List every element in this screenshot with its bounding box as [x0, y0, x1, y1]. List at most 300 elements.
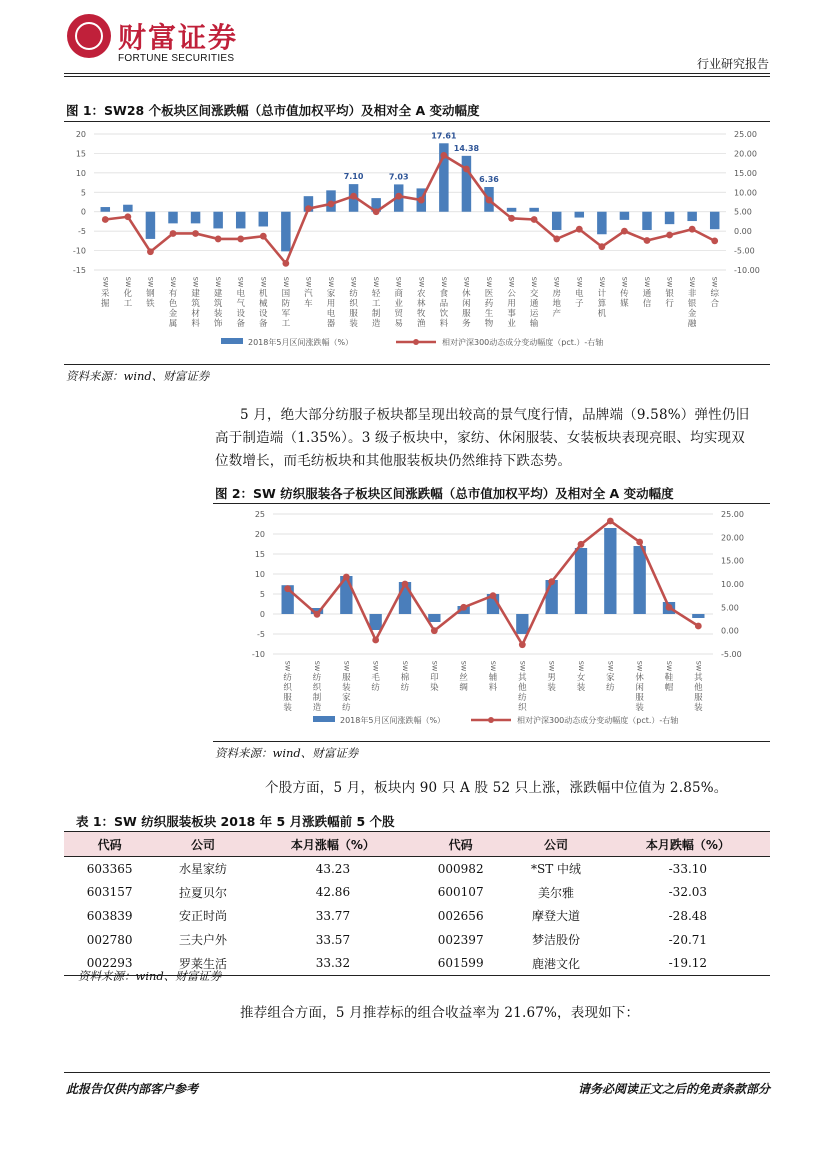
table-cell: -33.10 — [668, 861, 708, 876]
left-axis-tick-label: 0 — [80, 207, 86, 217]
category-label-char: SW — [620, 276, 629, 288]
category-label-char: 计 — [597, 289, 607, 299]
line-point — [486, 197, 493, 204]
category-label-char: SW — [394, 276, 403, 288]
table-cell: -28.48 — [668, 908, 708, 923]
line-point — [431, 627, 438, 634]
category-label — [577, 661, 586, 693]
table-cell: 002293 — [86, 956, 133, 971]
category-label-char: 他 — [518, 683, 527, 693]
category-label-char: 军 — [281, 309, 291, 319]
category-label — [349, 277, 358, 329]
line-point — [607, 518, 614, 525]
category-label — [327, 277, 336, 329]
right-axis-tick-label: 0.00 — [734, 227, 752, 237]
category-label-char: 休 — [462, 289, 471, 299]
category-label-char: 装 — [349, 319, 358, 329]
left-axis-tick-label: 25 — [254, 510, 265, 519]
bar — [665, 212, 674, 224]
table-cell: 000982 — [437, 861, 484, 876]
line-point — [192, 230, 199, 237]
category-label — [394, 277, 403, 329]
category-label-char: 装 — [342, 683, 351, 693]
line-point — [373, 208, 380, 215]
category-label-char: 饰 — [213, 319, 223, 329]
category-label — [459, 661, 468, 693]
category-label-char: 综 — [710, 289, 719, 299]
line-point — [440, 152, 447, 159]
category-label-char: SW — [547, 660, 556, 672]
table-row — [64, 881, 770, 905]
category-label — [101, 277, 110, 309]
category-label-char: 工 — [281, 319, 291, 329]
category-label-char: 料 — [488, 683, 498, 693]
right-axis-tick-label: 5.00 — [721, 603, 739, 613]
category-label-char: 物 — [484, 319, 494, 329]
category-label-char: SW — [259, 276, 268, 288]
category-label-char: SW — [371, 660, 380, 672]
bar — [620, 212, 629, 220]
category-label-char: 有 — [168, 289, 178, 299]
category-label-char: 输 — [529, 319, 539, 329]
category-label-char: 备 — [236, 319, 245, 329]
category-label — [372, 277, 381, 329]
category-label-char: 辅 — [488, 673, 498, 683]
category-label-char: 农 — [417, 289, 426, 299]
line-point — [598, 243, 605, 250]
left-axis-tick-label: 15 — [75, 149, 86, 159]
table-cell: 002656 — [437, 908, 484, 923]
figure1-chart — [64, 122, 770, 364]
line-point — [102, 216, 109, 223]
category-label-char: 务 — [462, 319, 471, 329]
bar — [191, 212, 200, 224]
category-label-char: SW — [191, 276, 200, 288]
category-label-char: SW — [665, 276, 674, 288]
left-axis-tick-label: -5 — [78, 227, 86, 237]
category-label — [169, 277, 178, 329]
category-label-char: SW — [349, 276, 358, 288]
category-label-char: 医 — [484, 289, 494, 299]
data-label: 6.36 — [479, 175, 499, 185]
category-label — [552, 277, 561, 319]
category-label-char: 公 — [507, 289, 516, 299]
line-point — [215, 236, 222, 243]
category-label-char: 通 — [529, 299, 539, 309]
line-point — [350, 193, 357, 200]
left-axis-tick-label: -15 — [72, 266, 86, 275]
category-label-char: SW — [635, 660, 644, 672]
category-label-char: 纺 — [518, 693, 527, 703]
line-point — [343, 574, 350, 581]
line-point — [305, 205, 312, 212]
category-label-char: 轻 — [371, 289, 381, 299]
category-label — [304, 277, 313, 309]
category-label-char: 属 — [168, 319, 178, 329]
category-label-char: 服 — [283, 693, 292, 703]
table-header-row — [64, 832, 770, 857]
category-label-char: 银 — [665, 289, 674, 299]
category-label-char: 闲 — [462, 299, 471, 309]
figure2-source: 资料来源：wind、财富证券 — [215, 746, 359, 760]
category-label-char: SW — [372, 276, 381, 288]
bar — [428, 614, 440, 622]
brand-name-cn: 财富证券 — [118, 21, 239, 54]
category-label-char: SW — [518, 660, 527, 672]
category-label-char: SW — [688, 276, 697, 288]
category-label-char: SW — [304, 276, 313, 288]
category-label-char: 帽 — [664, 683, 674, 693]
category-label-char: 服 — [694, 693, 703, 703]
category-label — [282, 277, 291, 329]
report-type: 行业研究报告 — [696, 57, 769, 71]
table-cell: 拉夏贝尔 — [179, 885, 228, 900]
category-label-char: 气 — [236, 299, 245, 309]
table-cell: 603839 — [86, 908, 133, 923]
category-label-char: 用 — [326, 299, 336, 309]
line-point — [644, 237, 651, 244]
category-label-char: 非 — [687, 289, 697, 299]
category-label-char: 械 — [259, 299, 268, 309]
category-label-char: 服 — [342, 673, 351, 683]
category-label-char: 融 — [687, 319, 697, 329]
category-label-char: SW — [313, 660, 321, 672]
line-point — [578, 541, 585, 548]
paragraph-1-line-2: 高于制造端（1.35%）。3 级子板块中，家纺、休闲服装、女装板块表现亮眼、均实现双 — [215, 430, 745, 446]
legend-line-marker — [413, 339, 419, 345]
category-label — [313, 661, 322, 713]
category-label-char: 建 — [191, 289, 200, 299]
table-cell: -32.03 — [668, 885, 708, 900]
bar — [575, 212, 584, 218]
category-label — [665, 277, 674, 309]
category-label — [643, 277, 652, 309]
left-axis-tick-label: 0 — [259, 610, 265, 619]
line-point — [463, 166, 470, 173]
category-label-char: 织 — [518, 703, 527, 713]
category-label-char: 他 — [694, 683, 703, 693]
right-axis-tick-label: 10.00 — [734, 188, 757, 198]
line-point — [284, 585, 291, 592]
category-label-char: 电 — [575, 289, 584, 299]
category-label-char: 采 — [101, 289, 110, 299]
right-axis-tick-label: 25.00 — [721, 510, 744, 519]
bar — [552, 212, 561, 230]
category-label-char: 备 — [259, 319, 268, 329]
table-header-cell: 公司 — [506, 832, 605, 857]
right-axis-tick-label: 15.00 — [734, 168, 757, 178]
category-label-char: 织 — [283, 683, 292, 693]
category-label-char: 机 — [259, 289, 268, 299]
category-label-char: 电 — [236, 289, 245, 299]
category-label-char: 汽 — [304, 289, 313, 299]
category-label-char: 丝 — [459, 673, 468, 683]
table-cell: 摩登大道 — [531, 909, 580, 924]
line-point — [418, 197, 425, 204]
table-cell: 002780 — [86, 932, 133, 947]
table-cell: 33.32 — [315, 956, 351, 971]
right-axis-tick-label: 5.00 — [734, 207, 752, 217]
category-label-char: 金 — [168, 309, 178, 319]
table-cell: 603365 — [86, 861, 133, 876]
left-axis-tick-label: 5 — [80, 188, 86, 198]
category-label-char: 其 — [694, 673, 703, 683]
category-label-char: 防 — [281, 299, 291, 309]
category-label — [417, 277, 426, 329]
brand-logo-icon — [67, 14, 111, 58]
category-label-char: 用 — [507, 299, 516, 309]
right-axis-tick-label: 10.00 — [721, 580, 744, 589]
right-axis-tick-label: -5.00 — [721, 650, 742, 659]
paragraph-1-line-3: 位数增长，而毛纺板块和其他服装板块仍然维持下跌态势。 — [215, 453, 572, 469]
category-label-char: 渔 — [417, 319, 426, 329]
category-label — [401, 661, 410, 693]
category-label-char: SW — [643, 276, 651, 288]
category-label-char: 车 — [304, 299, 313, 309]
category-label-char: 地 — [552, 299, 561, 309]
figure1-bottom-rule — [64, 364, 770, 365]
category-label-char: 棉 — [400, 673, 410, 683]
category-label-char: SW — [485, 276, 493, 288]
line-point — [508, 215, 515, 222]
category-label-char: 休 — [635, 673, 644, 683]
category-label-char: 设 — [259, 309, 268, 319]
category-label-char: SW — [439, 276, 448, 288]
category-label-char: 纺 — [349, 289, 358, 299]
category-label-char: 易 — [394, 319, 403, 329]
right-axis-tick-label: -5.00 — [734, 246, 755, 256]
table-cell: 600107 — [437, 885, 484, 900]
category-label-char: SW — [169, 276, 177, 288]
paragraph-1-line-1: 5 月，绝大部分纺服子板块都呈现出较高的景气度行情，品牌端（9.58%）弹性仍旧 — [240, 407, 750, 423]
header-divider-thin — [64, 76, 770, 77]
table-header-cell: 本月跌幅（%） — [606, 832, 770, 857]
category-label-char: SW — [694, 660, 703, 672]
legend-bar-swatch — [221, 338, 243, 344]
line-point — [314, 611, 321, 618]
left-axis-tick-label: 10 — [254, 570, 265, 579]
figure2-chart — [213, 504, 770, 741]
right-axis-tick-label: 0.00 — [721, 626, 739, 636]
category-label-char: 染 — [430, 683, 439, 693]
category-label-char: 业 — [394, 299, 403, 309]
category-label-char: SW — [146, 276, 155, 288]
category-label — [489, 661, 498, 693]
category-label-char: 装 — [694, 703, 703, 713]
figure1-source: 资料来源：wind、财富证券 — [66, 369, 210, 383]
category-label-char: 家 — [342, 693, 351, 703]
category-label-char: 其 — [518, 673, 527, 683]
table-cell: 三夫户外 — [179, 933, 228, 948]
line-point — [695, 623, 702, 630]
category-label-char: 工 — [123, 299, 133, 309]
category-label-char: 服 — [635, 693, 644, 703]
table-cell: 603157 — [86, 885, 133, 900]
category-label-char: 绸 — [459, 683, 468, 693]
category-label — [598, 277, 607, 319]
category-label-char: 鞋 — [664, 673, 674, 683]
line-point — [689, 226, 696, 233]
table-cell: 梦洁股份 — [531, 933, 580, 948]
category-label-char: 制 — [312, 693, 322, 703]
line-point — [548, 578, 555, 585]
category-label-char: 设 — [236, 309, 245, 319]
table-cell: 601599 — [437, 956, 484, 971]
category-label-char: 服 — [349, 309, 358, 319]
category-label-char: SW — [597, 276, 606, 288]
left-axis-tick-label: -5 — [257, 630, 265, 639]
category-label-char: 牧 — [417, 309, 426, 319]
bar — [604, 528, 616, 614]
category-label-char: 印 — [430, 673, 439, 683]
line-point — [531, 216, 538, 223]
table-cell: 42.86 — [315, 885, 351, 900]
data-label: 17.61 — [431, 131, 457, 141]
category-label-char: SW — [281, 276, 290, 288]
brand-name-en: FORTUNE SECURITIES — [118, 53, 235, 64]
category-label — [575, 277, 584, 309]
table-cell: 安正时尚 — [179, 909, 228, 924]
category-label-char: 算 — [597, 299, 607, 309]
category-label-char: 纺 — [283, 673, 292, 683]
figure2-bottom-rule — [213, 741, 770, 742]
category-label-char: 商 — [394, 289, 403, 299]
category-label-char: 造 — [312, 703, 322, 713]
left-axis-tick-label: -10 — [72, 246, 86, 256]
right-axis-tick-label: 20.00 — [734, 149, 757, 159]
category-label — [236, 277, 245, 329]
category-label-char: 合 — [710, 299, 719, 309]
category-label-char: SW — [489, 660, 497, 672]
category-label — [507, 277, 516, 329]
category-label-char: 事 — [507, 309, 516, 319]
category-label — [665, 661, 674, 693]
category-label-char: 女 — [576, 673, 586, 683]
category-label-char: 纺 — [371, 683, 380, 693]
bar — [642, 212, 651, 230]
bar — [597, 212, 606, 235]
category-label-char: 业 — [507, 319, 516, 329]
line-point — [328, 201, 335, 208]
category-label-char: 造 — [371, 319, 381, 329]
table-cell: *ST 中绒 — [530, 862, 582, 877]
line-point — [372, 637, 379, 644]
series-line — [105, 155, 714, 263]
footer-divider — [64, 1072, 770, 1073]
line-point — [576, 226, 583, 233]
line-point — [170, 230, 177, 237]
bar — [236, 212, 245, 229]
category-label-char: SW — [710, 276, 719, 288]
paragraph-2: 个股方面，5 月，板块内 90 只 A 股 52 只上涨，涨跌幅中位值为 2.85%。 — [265, 780, 728, 796]
line-point — [395, 193, 402, 200]
category-label-char: 装 — [213, 309, 223, 319]
category-label-char: 家 — [606, 673, 615, 683]
category-label-char: 信 — [642, 299, 652, 309]
legend-line-marker — [488, 717, 494, 723]
category-label-char: 织 — [349, 299, 358, 309]
category-label — [620, 277, 629, 309]
category-label-char: SW — [530, 276, 539, 288]
category-label — [124, 277, 133, 309]
category-label-char: 国 — [281, 289, 291, 299]
bar — [692, 614, 704, 618]
category-label-char: 银 — [687, 299, 697, 309]
table-cell: 002397 — [437, 932, 484, 947]
category-label-char: 闲 — [635, 683, 644, 693]
table1-source: 资料来源：wind、财富证券 — [78, 969, 222, 983]
category-label-char: SW — [123, 276, 132, 288]
bar — [213, 212, 222, 229]
category-label-char: 纺 — [400, 683, 410, 693]
category-label-char: 生 — [484, 309, 494, 319]
bar — [710, 212, 719, 229]
category-label-char: SW — [575, 276, 584, 288]
category-label-char: 工 — [371, 299, 381, 309]
category-label-char: 通 — [642, 289, 652, 299]
legend-line-label: 相对沪深300动态成分变动幅度（pct.）-右轴 — [442, 338, 604, 347]
legend-line-label: 相对沪深300动态成分变动幅度（pct.）-右轴 — [517, 716, 679, 725]
category-label-char: 电 — [326, 309, 336, 319]
bar — [146, 212, 155, 239]
category-label — [214, 277, 223, 329]
category-label-char: SW — [236, 276, 245, 288]
data-label: 14.38 — [453, 143, 480, 153]
right-axis-tick-label: -10.00 — [734, 266, 760, 275]
bar — [687, 212, 696, 221]
category-label-char: 建 — [213, 289, 223, 299]
right-axis-tick-label: 15.00 — [721, 556, 744, 566]
category-label-char: 食 — [439, 289, 449, 299]
category-label-char: 铁 — [146, 299, 155, 309]
category-label-char: SW — [417, 276, 426, 288]
category-label-char: 料 — [439, 319, 449, 329]
category-label — [440, 277, 449, 329]
left-axis-tick-label: 15 — [254, 550, 265, 559]
category-label-char: 房 — [552, 289, 561, 299]
bar — [462, 156, 471, 212]
category-label-char: 筑 — [213, 299, 223, 309]
footer-left-note: 此报告仅供内部客户参考 — [66, 1082, 199, 1096]
bar — [168, 212, 177, 224]
category-label — [259, 277, 268, 329]
category-label-char: 男 — [547, 673, 556, 683]
bar — [575, 548, 587, 614]
category-label-char: SW — [327, 276, 335, 288]
table-cell: -19.12 — [668, 956, 708, 971]
bar — [546, 580, 558, 614]
line-point — [147, 248, 154, 255]
category-label-char: 金 — [687, 309, 697, 319]
category-label-char: SW — [507, 276, 516, 288]
category-label — [191, 277, 200, 329]
category-label-char: 装 — [576, 683, 586, 693]
category-label — [430, 661, 439, 693]
line-point — [237, 236, 244, 243]
category-label-char: 机 — [597, 309, 607, 319]
line-point — [711, 237, 718, 244]
category-label-char: 药 — [484, 299, 494, 309]
category-label — [694, 661, 703, 713]
category-label — [283, 661, 292, 713]
category-label — [462, 277, 471, 329]
right-axis-tick-label: 25.00 — [734, 130, 757, 139]
category-label — [371, 661, 380, 693]
category-label-char: 掘 — [101, 299, 110, 309]
category-label-char: 筑 — [191, 299, 200, 309]
bar — [101, 207, 110, 212]
table-header-cell: 本月涨幅（%） — [251, 832, 415, 857]
